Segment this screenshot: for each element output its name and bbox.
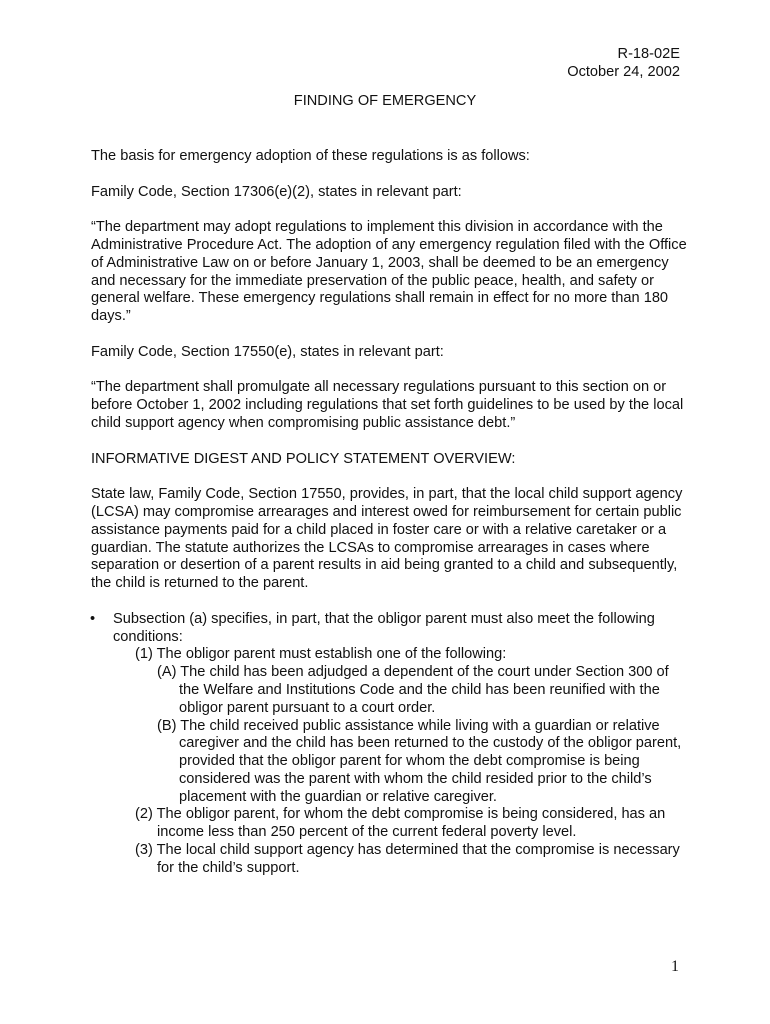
page-number: 1 [671, 958, 679, 975]
document-date: October 24, 2002 [567, 63, 680, 80]
document-id: R-18-02E [617, 46, 680, 62]
paragraph-basis: The basis for emergency adoption of these regulations is as follows: [91, 148, 530, 164]
bullet-icon: • [90, 610, 96, 627]
paragraph-section-17306: Family Code, Section 17306(e)(2), states in relevant part: [91, 183, 462, 200]
bullet-subsection-a [91, 611, 691, 878]
quote-section-17550: “The department shall promulgate all necessary regulations pursuant to this section on or before October 1, 2002 including regulations that set forth guidelines to be used by the local child support agency when compromising public assistance debt.” [91, 379, 684, 431]
section-heading-digest: INFORMATIVE DIGEST AND POLICY STATEMENT OVERVIEW: [91, 450, 516, 467]
paragraph-state-law: State law, Family Code, Section 17550, provides, in part, that the local child support agency (LCSA) may compromise arrearages and interest owed for reimbursement for certain public assistance payments paid for a child placed in foster care or with a relative caretaker or a guardian. The statute authorizes the LCSAs to compromise arrearages in cases where separation or desertion of a parent results in aid being granted to a child and subsequently, the child is returned to the parent. [91, 486, 683, 592]
list-item-condition-1b: (B) The child received public assistance while living with a guardian or relative caregiver and the child has been returned to the custody of the obligor parent, provided that the obligor parent for whom the debt compromise is being considered was the parent with whom the child resided prior to the child’s placement with the guardian or relative caregiver. [157, 717, 682, 805]
bullet-text: Subsection (a) specifies, in part, that the obligor parent must also meet the following conditions: [113, 610, 655, 645]
list-item-condition-2: (2) The obligor parent, for whom the debt compromise is being considered, has an income less than 250 percent of the current federal poverty level. [135, 806, 666, 841]
list-item-condition-1a: (A) The child has been adjudged a dependent of the court under Section 300 of the Welfare and Institutions Code and the child has been reunified with the obligor parent pursuant to a court order. [157, 664, 669, 716]
document-header [567, 46, 680, 82]
quote-section-17306: “The department may adopt regulations to implement this division in accordance with the Administrative Procedure Act. The adoption of any emergency regulation filed with the Office of Administrative Law on or before January 1, 2003, shall be deemed to be an emergency and necessary for the immediate preservation of the public peace, health, and safety or general welfare. These emergency regulations shall remain in effect for no more than 180 days.” [91, 219, 687, 325]
page-title: FINDING OF EMERGENCY [293, 93, 477, 109]
list-item-condition-1: (1) The obligor parent must establish one of the following: [135, 646, 507, 663]
list-item-condition-3: (3) The local child support agency has determined that the compromise is necessary for the child’s support. [135, 842, 680, 876]
paragraph-section-17550: Family Code, Section 17550(e), states in relevant part: [91, 343, 444, 360]
document-body [91, 148, 691, 878]
